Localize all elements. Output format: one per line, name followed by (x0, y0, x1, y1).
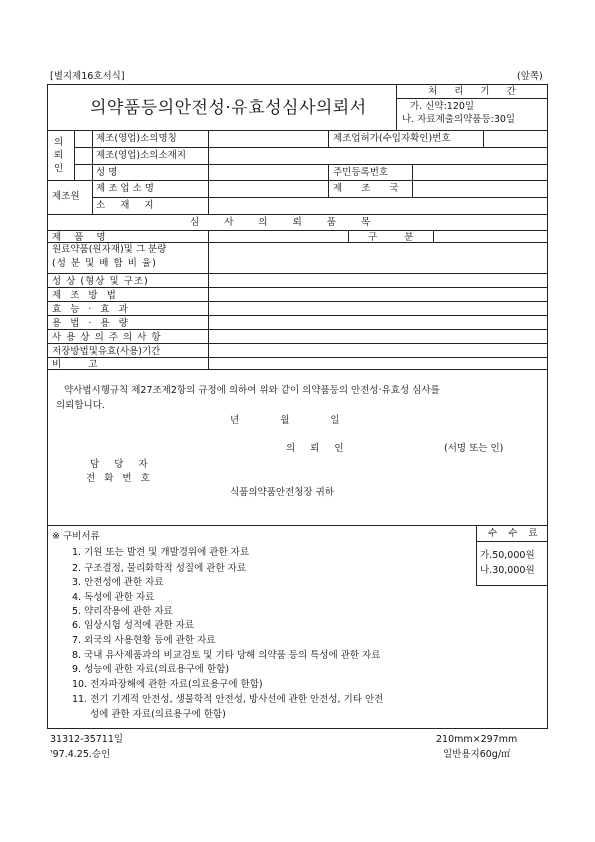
applicant-name-label: 성 명 (96, 167, 118, 178)
form-title: 의약품등의안전성·유효성심사의뢰서 (90, 98, 367, 118)
manufacturer-name-label: 제 조 업 소 명 (96, 183, 154, 194)
document-item-2: 2. 구조결정, 물리화학적 성질에 관한 자료 (72, 563, 247, 574)
signature-label: (서명 또는 인) (444, 443, 504, 454)
document-item-3: 3. 안전성에 관한 자료 (72, 577, 164, 588)
approval-date: '97.4.25.승인 (50, 749, 111, 760)
resident-number-label: 주민등록번호 (333, 167, 389, 178)
manufacturer-address-label: 소 재 지 (96, 200, 160, 211)
document-item-8: 8. 국내 유사제품과의 비교검토 및 기타 당해 의약품 등의 특성에 관한 자료 (72, 650, 381, 661)
addressee: 식품의약품안전청장 귀하 (230, 487, 334, 498)
category-label: 구 분 (368, 232, 426, 243)
manager-label: 담 당 자 (90, 459, 154, 470)
fee-b: 나.30,000원 (480, 565, 535, 576)
document-item-1: 1. 기원 또는 발견 및 개발경위에 관한 자료 (72, 547, 250, 558)
product-name-label: 제 품 명 (52, 232, 111, 243)
document-item-10: 10. 전자파장해에 관한 자료(의료용구에 한함) (72, 679, 263, 690)
precautions-label: 사 용 상 의 주 의 사 항 (52, 332, 162, 343)
form-number: [별지제16호서식] (50, 71, 125, 82)
efficacy-label: 효 능 · 효 과 (52, 304, 131, 315)
remarks-label: 비 고 (52, 359, 110, 370)
processing-item-1: 가. 신약:120일 (410, 101, 475, 112)
requester-label: 의 뢰 인 (286, 443, 350, 454)
processing-item-2: 나. 자료제출의약품등:30일 (402, 114, 516, 125)
document-item-11-continued: 성에 관한 자료(의료용구에 한함) (90, 709, 226, 720)
license-number-label: 제조업허가(수입자확인)번호 (333, 133, 451, 144)
document-item-11: 11. 전기 기계적 안전성, 생물학적 안전성, 방사선에 관한 안전성, 기타 안전 (72, 694, 384, 705)
manufacture-country-label: 제 조 국 (333, 183, 407, 194)
paper-size: 210mm×297mm (436, 734, 518, 745)
statement-line-2: 의뢰합니다. (56, 400, 105, 411)
page-side: (앞쪽) (517, 71, 543, 82)
paper-type: 일반용지60g/㎡ (443, 749, 511, 760)
request-date: 년 월 일 (230, 415, 340, 426)
document-item-5: 5. 약리작용에 관한 자료 (72, 606, 173, 617)
manufacturing-method-label: 제 조 방 법 (52, 290, 119, 301)
applicant-group-label: 의뢰인 (54, 137, 64, 174)
form-code: 31312-35711일 (50, 734, 124, 745)
ingredients-label: 원료약품(원자재)및 그 분량 (52, 244, 167, 255)
applicant-company-name-label: 제조(영업)소의명칭 (96, 133, 177, 144)
fee-a: 가.50,000원 (480, 550, 535, 561)
storage-label: 저장방법및유효(사용)기간 (52, 346, 161, 357)
manufacturer-group-label: 제조원 (52, 191, 80, 202)
appearance-label: 성 상 (형상 및 구조) (52, 276, 149, 287)
document-item-7: 7. 외국의 사용현황 등에 관한 자료 (72, 635, 216, 646)
document-item-9: 9. 성능에 관한 자료(의료용구에 한함) (72, 664, 230, 675)
required-documents-title: ※ 구비서류 (52, 531, 100, 542)
document-item-6: 6. 임상시험 성적에 관한 자료 (72, 620, 195, 631)
applicant-address-label: 제조(영업)소의소재지 (96, 150, 187, 161)
items-section-title: 심 사 의 뢰 품 목 (190, 217, 382, 228)
phone-label: 전 화 번 호 (86, 473, 153, 484)
document-item-4: 4. 독성에 관한 자료 (72, 592, 155, 603)
fee-label: 수 수 료 (488, 528, 542, 539)
processing-period-label: 처 리 기 간 (428, 86, 523, 97)
dosage-label: 용 법 · 용 량 (52, 318, 131, 329)
statement-line-1: 약사법시행규칙 제27조제2항의 규정에 의하여 위와 같이 의약품등의 안전성·유효성 심사를 (64, 385, 440, 396)
ingredients-sub-label: (성 분 및 배 합 비 율) (52, 258, 157, 269)
